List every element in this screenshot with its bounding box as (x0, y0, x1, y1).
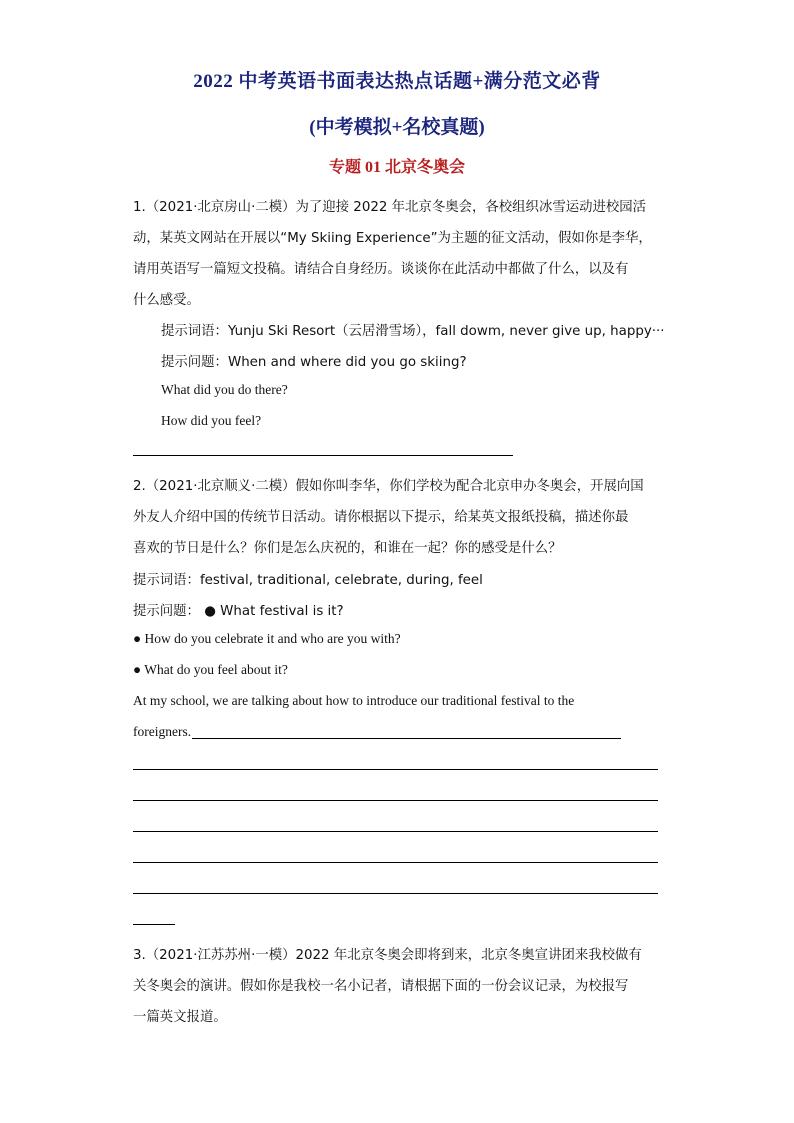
q2-essay-start-line-2: foreigners. (133, 724, 192, 739)
q2-answer-line[interactable] (192, 738, 621, 739)
q1-prompt-line-1: 1.（2021·北京房山·二模）为了迎接 2022 年北京冬奥会，各校组织冰雪运动进校园活 (133, 200, 647, 215)
q2-prompt-line-1: 2.（2021·北京顺义·二模）假如你叫李华，你们学校为配合北京申办冬奥会，开展向国 (133, 479, 644, 494)
q2-answer-line[interactable] (133, 893, 658, 894)
q3-prompt-line-1: 3.（2021·江苏苏州·一模）2022 年北京冬奥会即将到来，北京冬奥宣讲团来我校做有 (133, 948, 642, 963)
q1-prompt-line-3: 请用英语写一篇短文投稿。请结合自身经历。谈谈你在此活动中都做了什么，以及有 (133, 262, 629, 277)
topic-heading: 专题 01 北京冬奥会 (328, 159, 465, 176)
q1-hint-question-2: What did you do there? (161, 382, 288, 397)
q2-hint-question-3: ● What do you feel about it? (133, 662, 288, 677)
q1-prompt-line-4: 什么感受。 (133, 293, 200, 308)
document-title: 2022 中考英语书面表达热点话题+满分范文必背 (193, 71, 601, 92)
q2-answer-line[interactable] (133, 800, 658, 801)
q1-answer-line[interactable] (133, 455, 513, 456)
q3-prompt-line-3: 一篇英文报道。 (133, 1010, 227, 1025)
q2-hint-question-2: ● How do you celebrate it and who are you with? (133, 631, 401, 646)
q2-hint-question-1: 提示问题： ● What festival is it? (133, 604, 344, 619)
q1-hint-words: 提示词语：Yunju Ski Resort（云居滑雪场），fall dowm, never give up, happy··· (161, 324, 665, 339)
q2-answer-line[interactable] (133, 831, 658, 832)
q2-answer-line[interactable] (133, 924, 175, 925)
q2-hint-words: 提示词语：festival, traditional, celebrate, during, feel (133, 573, 483, 588)
q1-hint-question-1: 提示问题：When and where did you go skiing? (161, 355, 467, 370)
q2-prompt-line-3: 喜欢的节日是什么？你们是怎么庆祝的，和谁在一起？你的感受是什么？ (133, 541, 562, 556)
q2-essay-start-line-1: At my school, we are talking about how to introduce our traditional festival to the (133, 693, 575, 708)
q3-prompt-line-2: 关冬奥会的演讲。假如你是我校一名小记者，请根据下面的一份会议记录，为校报写 (133, 979, 629, 994)
q2-answer-line[interactable] (133, 862, 658, 863)
q2-prompt-line-2: 外友人介绍中国的传统节日活动。请你根据以下提示，给某英文报纸投稿，描述你最 (133, 510, 629, 525)
q2-answer-line[interactable] (133, 769, 658, 770)
q1-hint-question-3: How did you feel? (161, 413, 262, 428)
q1-prompt-line-2: 动，某英文网站在开展以“My Skiing Experience”为主题的征文活动，假如你是李华， (133, 231, 652, 246)
document-subtitle: (中考模拟+名校真题) (309, 117, 485, 138)
